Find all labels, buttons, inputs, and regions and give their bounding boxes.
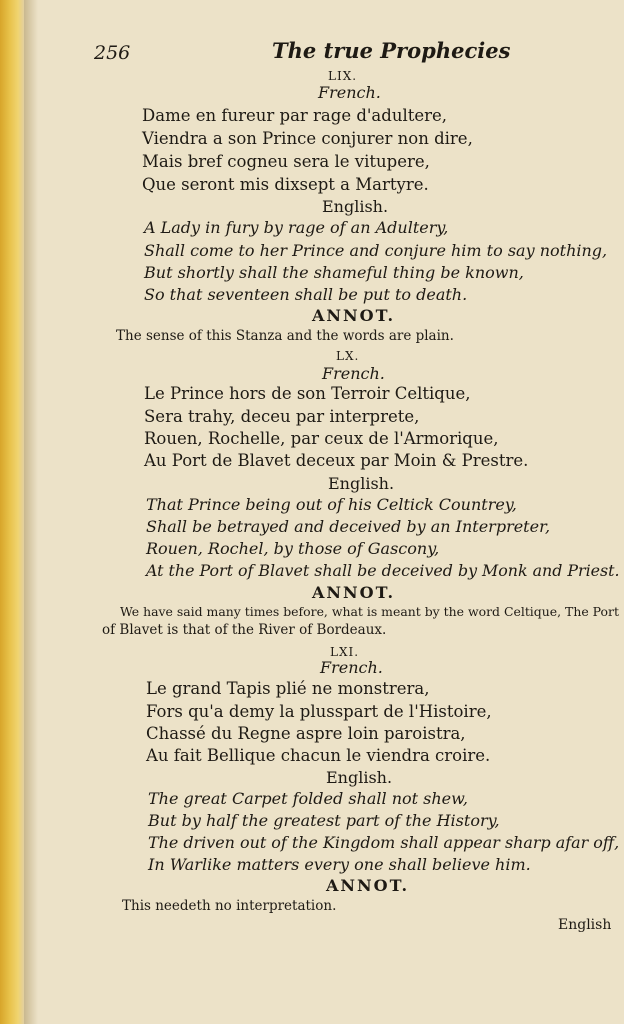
french-line: Sera trahy, deceu par interprete, <box>144 407 420 426</box>
english-line: That Prince being out of his Celtick Countrey, <box>146 495 517 514</box>
annot-text: We have said many times before, what is meant by the word Celtique, The Port <box>120 604 619 619</box>
french-line: Au fait Bellique chacun le viendra croire. <box>146 746 491 765</box>
french-line: Rouen, Rochelle, par ceux de l'Armorique, <box>144 429 499 448</box>
english-line: So that seventeen shall be put to death. <box>144 285 468 304</box>
english-line: But by half the greatest part of the History, <box>148 811 500 830</box>
stanza-number: LX. <box>336 349 360 363</box>
french-line: Fors qu'a demy la plusspart de l'Histoire, <box>146 702 492 721</box>
french-label: French. <box>320 658 383 677</box>
annot-text: This needeth no interpretation. <box>122 898 337 914</box>
english-line: A Lady in fury by rage of an Adultery, <box>144 218 449 237</box>
french-line: Dame en fureur par rage d'adultere, <box>142 106 448 125</box>
page-gutter <box>24 0 38 1024</box>
french-line: Viendra a son Prince conjurer non dire, <box>142 129 473 148</box>
english-label: English. <box>322 197 389 216</box>
stanza-number: LIX. <box>328 69 358 83</box>
english-line: The great Carpet folded shall not shew, <box>148 789 469 808</box>
english-line: At the Port of Blavet shall be deceived by Monk and Priest. <box>146 561 620 580</box>
english-label: English. <box>328 474 395 493</box>
english-label: English. <box>326 768 393 787</box>
annot-label: ANNOT. <box>312 583 396 602</box>
annot-label: ANNOT. <box>326 876 410 895</box>
annot-text: The sense of this Stanza and the words are plain. <box>116 328 454 344</box>
french-label: French. <box>318 83 381 102</box>
english-line: The driven out of the Kingdom shall appear sharp afar off, <box>148 833 620 852</box>
annot-label: ANNOT. <box>312 306 396 325</box>
english-line: Shall be betrayed and deceived by an Interpreter, <box>146 517 551 536</box>
running-title: The true Prophecies <box>272 38 511 63</box>
french-line: Au Port de Blavet deceux par Moin & Prestre. <box>144 451 529 470</box>
stanza-number: LXI. <box>330 645 360 659</box>
annot-text: of Blavet is that of the River of Bordeaux. <box>102 622 387 638</box>
page-number: 256 <box>94 42 131 64</box>
english-line: But shortly shall the shameful thing be known, <box>144 263 524 282</box>
french-line: Le grand Tapis plié ne monstrera, <box>146 679 430 698</box>
page-edge-gilt <box>0 0 24 1024</box>
english-line: In Warlike matters every one shall believe him. <box>148 855 531 874</box>
english-line: Shall come to her Prince and conjure him to say nothing, <box>144 241 608 260</box>
english-line: Rouen, Rochel, by those of Gascony, <box>146 539 440 558</box>
french-line: Chassé du Regne aspre loin paroistra, <box>146 724 466 743</box>
french-line: Que seront mis dixsept a Martyre. <box>142 175 429 194</box>
french-label: French. <box>322 364 385 383</box>
catchword: English <box>558 917 612 933</box>
french-line: Mais bref cogneu sera le vitupere, <box>142 152 430 171</box>
french-line: Le Prince hors de son Terroir Celtique, <box>144 384 471 403</box>
